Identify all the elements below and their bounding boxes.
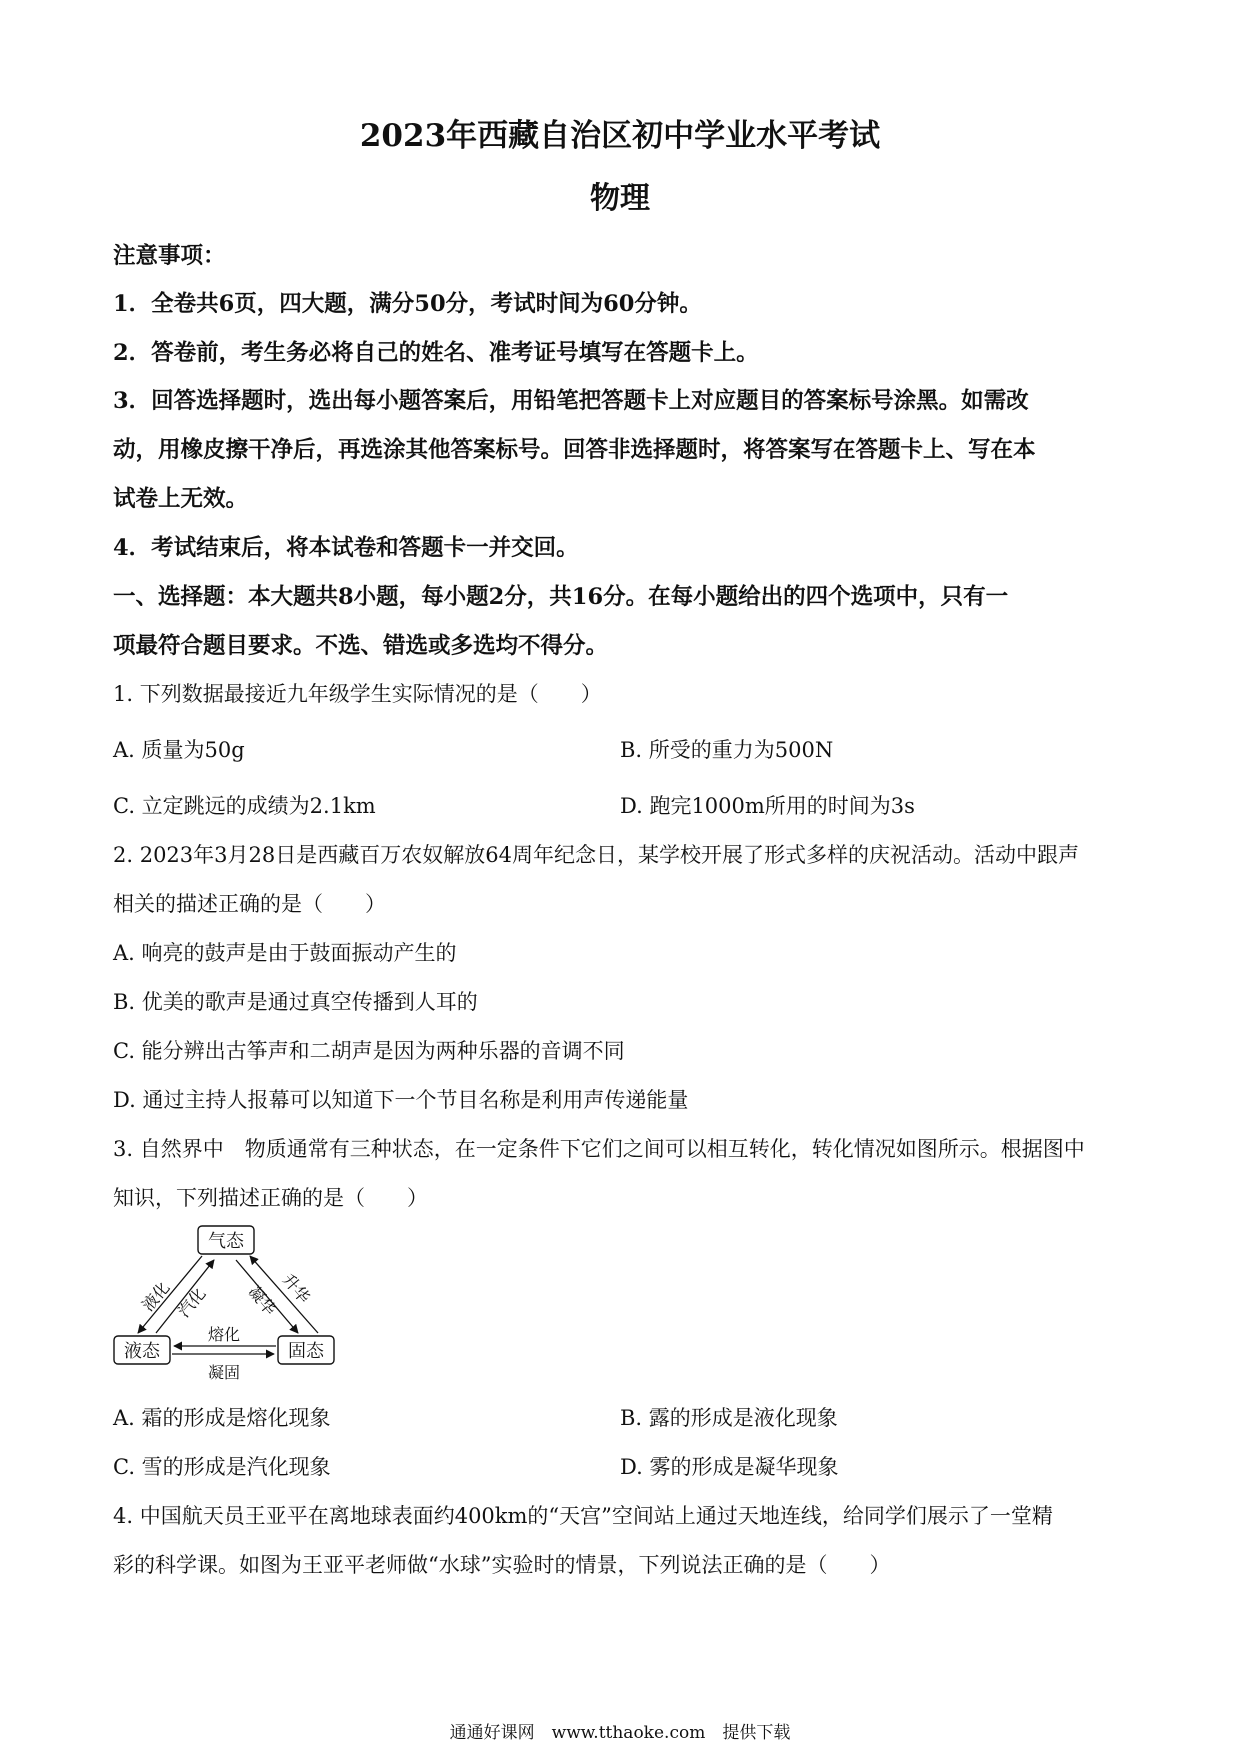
q2-option-d: D. 通过主持人报幕可以知道下一个节目名称是利用声传递能量 xyxy=(113,1088,689,1112)
deposit-label: 凝华 xyxy=(244,1282,280,1319)
note-3a: 3．回答选择题时，选出每小题答案后，用铅笔把答题卡上对应题目的答案标号涂黑。如需改 xyxy=(113,388,1029,414)
solid-label: 固态 xyxy=(288,1341,324,1362)
state-transition-diagram xyxy=(110,1222,340,1382)
q4-stem-line1: 4. 中国航天员王亚平在离地球表面约400km的“天宫”空间站上通过天地连线，给同学们展示了一堂精 xyxy=(113,1504,1053,1528)
q2-option-c: C. 能分辨出古筝声和二胡声是因为两种乐器的音调不同 xyxy=(113,1039,625,1063)
note-2: 2．答卷前，考生务必将自己的姓名、准考证号填写在答题卡上。 xyxy=(113,340,759,366)
note-3b: 动，用橡皮擦干净后，再选涂其他答案标号。回答非选择题时，将答案写在答题卡上、写在本 xyxy=(113,437,1036,463)
q3-option-c: C. 雪的形成是汽化现象 xyxy=(113,1455,331,1479)
q1-stem: 1. 下列数据最接近九年级学生实际情况的是（ ） xyxy=(113,682,602,706)
note-4: 4．考试结束后，将本试卷和答题卡一并交回。 xyxy=(113,535,579,561)
melt-label: 熔化 xyxy=(207,1325,241,1344)
q3-stem-line1: 3. 自然界中 物质通常有三种状态，在一定条件下它们之间可以相互转化，转化情况如图所示。根据图中 xyxy=(113,1137,1085,1161)
q3-option-d: D. 雾的形成是凝华现象 xyxy=(620,1455,839,1479)
q1-option-d: D. 跑完1000m所用的时间为3s xyxy=(620,794,915,818)
section-1-heading: 一、选择题：本大题共8小题，每小题2分，共16分。在每小题给出的四个选项中，只有一 xyxy=(113,584,1009,610)
vaporize-label: 汽化 xyxy=(174,1284,210,1321)
liquefy-label: 液化 xyxy=(138,1278,174,1315)
q1-option-c: C. 立定跳远的成绩为2.1km xyxy=(113,794,376,818)
section-1-instruction: 项最符合题目要求。不选、错选或多选均不得分。 xyxy=(113,633,609,659)
note-3c: 试卷上无效。 xyxy=(113,486,249,512)
q4-stem-line2: 彩的科学课。如图为王亚平老师做“水球”实验时的情景，下列说法正确的是（ ） xyxy=(113,1553,891,1577)
q2-stem-line2: 相关的描述正确的是（ ） xyxy=(113,892,386,916)
liquid-label: 液态 xyxy=(124,1341,160,1362)
q2-option-b: B. 优美的歌声是通过真空传播到人耳的 xyxy=(113,990,478,1014)
q3-option-a: A. 霜的形成是熔化现象 xyxy=(113,1406,331,1430)
q1-option-b: B. 所受的重力为500N xyxy=(620,738,834,762)
q1-option-a: A. 质量为50g xyxy=(113,738,245,762)
solidify-label: 凝固 xyxy=(207,1363,241,1382)
q3-option-b: B. 露的形成是液化现象 xyxy=(620,1406,838,1430)
q3-stem-line2: 知识，下列描述正确的是（ ） xyxy=(113,1186,428,1210)
exam-title: 2023年西藏自治区初中学业水平考试 xyxy=(359,118,881,154)
q2-stem-line1: 2. 2023年3月28日是西藏百万农奴解放64周年纪念日，某学校开展了形式多样的庆祝活动。活动中跟声 xyxy=(113,843,1079,867)
page-footer: 通通好课网 www.tthaoke.com 提供下载 xyxy=(449,1723,791,1743)
subject-title: 物理 xyxy=(590,181,650,216)
note-1: 1．全卷共6页，四大题，满分50分，考试时间为60分钟。 xyxy=(113,291,702,317)
q2-option-a: A. 响亮的鼓声是由于鼓面振动产生的 xyxy=(113,941,457,965)
notes-heading: 注意事项： xyxy=(113,243,226,269)
gas-label: 气态 xyxy=(208,1231,244,1252)
sublime-label: 升华 xyxy=(278,1270,314,1307)
